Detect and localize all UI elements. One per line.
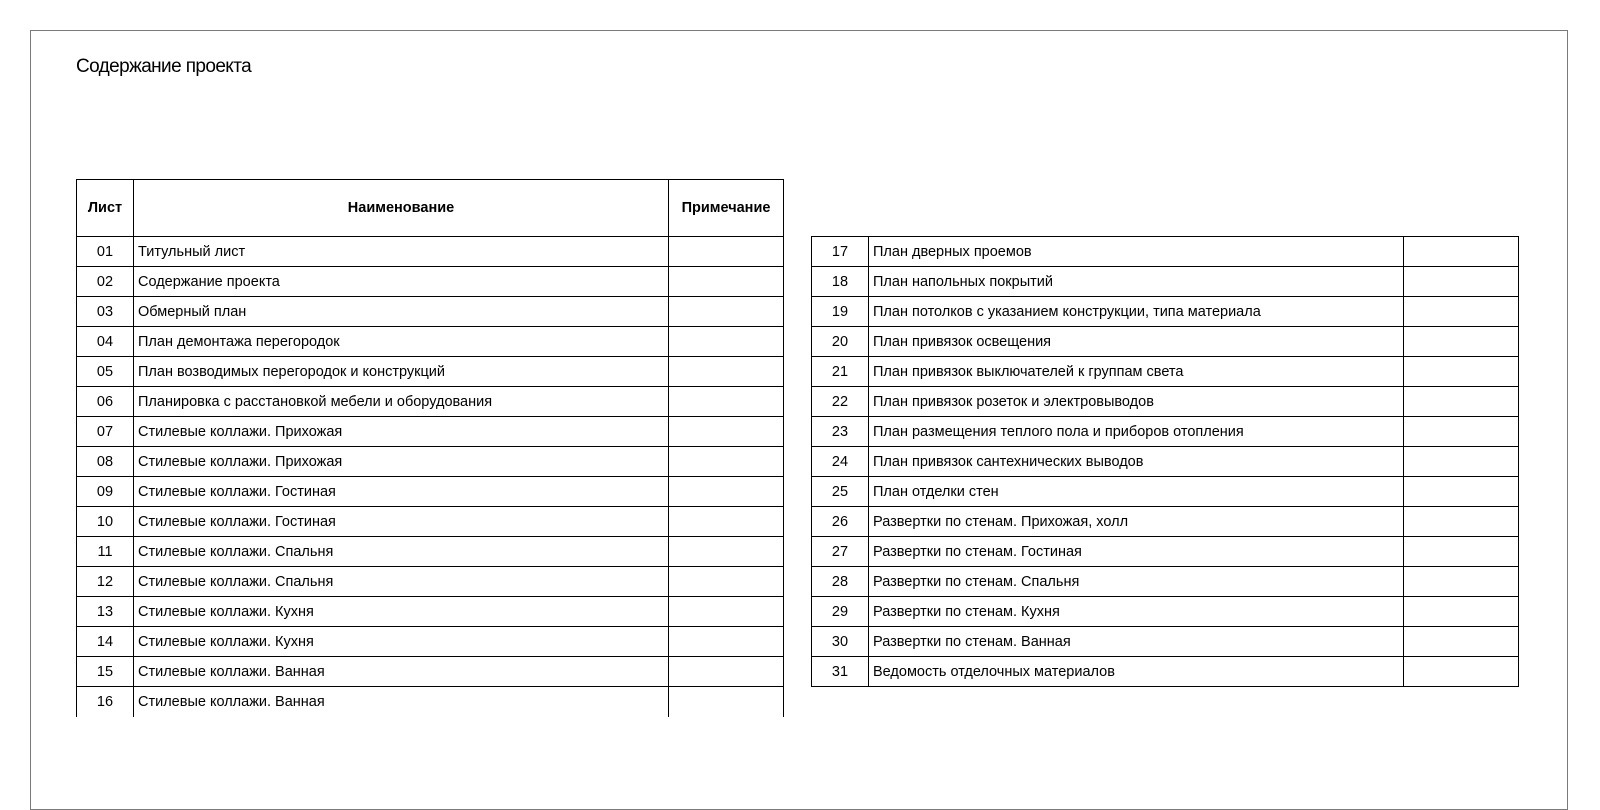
sheet-number-cell: 28: [812, 567, 869, 597]
table-row: [812, 237, 1519, 267]
sheet-number-cell: 19: [812, 297, 869, 327]
sheet-number-cell: 23: [812, 417, 869, 447]
sheet-name-cell: Стилевые коллажи. Ванная: [134, 687, 669, 717]
sheet-number-cell: 06: [77, 387, 134, 417]
table-row: [77, 627, 784, 657]
sheet-number-cell: 10: [77, 507, 134, 537]
sheet-name-cell: План размещения теплого пола и приборов отопления: [869, 417, 1404, 447]
sheet-note-cell: [1404, 567, 1519, 597]
sheet-note-cell: [669, 267, 784, 297]
sheet-note-cell: [1404, 327, 1519, 357]
sheet-number-cell: 26: [812, 507, 869, 537]
sheet-name-cell: План привязок освещения: [869, 327, 1404, 357]
sheet-number-cell: 20: [812, 327, 869, 357]
sheet-name-cell: Стилевые коллажи. Спальня: [134, 567, 669, 597]
sheet-name-cell: Стилевые коллажи. Прихожая: [134, 417, 669, 447]
sheet-name-cell: План возводимых перегородок и конструкций: [134, 357, 669, 387]
table-row: [812, 297, 1519, 327]
table-row: [77, 597, 784, 627]
page-title: Содержание проекта: [76, 56, 252, 77]
table-row: [812, 567, 1519, 597]
sheet-name-cell: План дверных проемов: [869, 237, 1404, 267]
table-row: [77, 417, 784, 447]
table-row: [812, 507, 1519, 537]
sheet-note-cell: [669, 477, 784, 507]
sheet-name-cell: Стилевые коллажи. Спальня: [134, 537, 669, 567]
sheet-note-cell: [1404, 267, 1519, 297]
sheet-name-cell: Содержание проекта: [134, 267, 669, 297]
table-row: [812, 327, 1519, 357]
table-row: [812, 387, 1519, 417]
table-row: [77, 687, 784, 717]
sheet-number-cell: 01: [77, 237, 134, 267]
contents-table-left-body: [77, 237, 784, 717]
table-row: [77, 357, 784, 387]
sheet-name-cell: Развертки по стенам. Прихожая, холл: [869, 507, 1404, 537]
sheet-name-cell: План демонтажа перегородок: [134, 327, 669, 357]
sheet-name-cell: Ведомость отделочных материалов: [869, 657, 1404, 687]
sheet-note-cell: [669, 387, 784, 417]
sheet-number-cell: 30: [812, 627, 869, 657]
sheet-name-cell: План потолков с указанием конструкции, типа материала: [869, 297, 1404, 327]
table-row: [77, 237, 784, 267]
sheet-name-cell: Стилевые коллажи. Ванная: [134, 657, 669, 687]
sheet-note-cell: [669, 657, 784, 687]
sheet-name-cell: Развертки по стенам. Гостиная: [869, 537, 1404, 567]
sheet-note-cell: [669, 237, 784, 267]
sheet-note-cell: [669, 597, 784, 627]
table-row: [812, 627, 1519, 657]
sheet-number-cell: 08: [77, 447, 134, 477]
sheet-number-cell: 14: [77, 627, 134, 657]
sheet-number-cell: 13: [77, 597, 134, 627]
sheet-number-cell: 15: [77, 657, 134, 687]
sheet-note-cell: [1404, 597, 1519, 627]
sheet-note-cell: [669, 327, 784, 357]
sheet-number-cell: 22: [812, 387, 869, 417]
contents-table-right-body: [812, 237, 1519, 687]
sheet-number-cell: 25: [812, 477, 869, 507]
sheet-number-cell: 11: [77, 537, 134, 567]
sheet-name-cell: План отделки стен: [869, 477, 1404, 507]
table-row: [77, 507, 784, 537]
sheet-number-cell: 12: [77, 567, 134, 597]
sheet-name-cell: Стилевые коллажи. Кухня: [134, 597, 669, 627]
contents-table-left: [76, 179, 784, 717]
sheet-note-cell: [1404, 537, 1519, 567]
sheet-name-cell: Развертки по стенам. Ванная: [869, 627, 1404, 657]
sheet-note-cell: [669, 297, 784, 327]
sheet-note-cell: [669, 357, 784, 387]
table-row: [812, 477, 1519, 507]
table-row: [77, 387, 784, 417]
table-row: [77, 567, 784, 597]
sheet-name-cell: Стилевые коллажи. Гостиная: [134, 507, 669, 537]
table-row: [812, 657, 1519, 687]
table-header-row: [77, 180, 784, 237]
sheet-number-cell: 02: [77, 267, 134, 297]
table-row: [77, 447, 784, 477]
sheet-number-cell: 07: [77, 417, 134, 447]
sheet-name-cell: Развертки по стенам. Кухня: [869, 597, 1404, 627]
sheet-note-cell: [669, 627, 784, 657]
sheet-name-cell: Титульный лист: [134, 237, 669, 267]
sheet-note-cell: [669, 507, 784, 537]
sheet-note-cell: [1404, 477, 1519, 507]
sheet-note-cell: [669, 447, 784, 477]
sheet-note-cell: [1404, 237, 1519, 267]
sheet-note-cell: [1404, 387, 1519, 417]
sheet-name-cell: План привязок розеток и электровыводов: [869, 387, 1404, 417]
sheet-name-cell: Стилевые коллажи. Прихожая: [134, 447, 669, 477]
sheet-number-cell: 31: [812, 657, 869, 687]
sheet-number-cell: 29: [812, 597, 869, 627]
table-row: [812, 267, 1519, 297]
table-row: [77, 537, 784, 567]
sheet-note-cell: [669, 537, 784, 567]
sheet-number-cell: 03: [77, 297, 134, 327]
sheet-note-cell: [1404, 417, 1519, 447]
sheet-number-cell: 05: [77, 357, 134, 387]
sheet-name-cell: Стилевые коллажи. Гостиная: [134, 477, 669, 507]
sheet-note-cell: [669, 567, 784, 597]
table-row: [77, 327, 784, 357]
table-row: [77, 267, 784, 297]
sheet-note-cell: [1404, 297, 1519, 327]
table-row: [77, 297, 784, 327]
sheet-number-cell: 18: [812, 267, 869, 297]
sheet-name-cell: Обмерный план: [134, 297, 669, 327]
sheet-name-cell: План привязок сантехнических выводов: [869, 447, 1404, 477]
sheet-note-cell: [1404, 657, 1519, 687]
column-header-note: Примечание: [669, 180, 784, 237]
sheet-name-cell: План напольных покрытий: [869, 267, 1404, 297]
table-row: [812, 357, 1519, 387]
sheet-note-cell: [1404, 627, 1519, 657]
sheet-note-cell: [1404, 357, 1519, 387]
table-row: [812, 597, 1519, 627]
contents-table-right: [811, 236, 1519, 687]
sheet-number-cell: 09: [77, 477, 134, 507]
sheet-note-cell: [669, 417, 784, 447]
sheet-note-cell: [1404, 447, 1519, 477]
sheet-note-cell: [669, 687, 784, 717]
column-header-name: Наименование: [134, 180, 669, 237]
table-row: [812, 537, 1519, 567]
sheet-number-cell: 27: [812, 537, 869, 567]
sheet-number-cell: 21: [812, 357, 869, 387]
sheet-name-cell: Стилевые коллажи. Кухня: [134, 627, 669, 657]
sheet-name-cell: Планировка с расстановкой мебели и оборудования: [134, 387, 669, 417]
sheet-name-cell: План привязок выключателей к группам света: [869, 357, 1404, 387]
sheet-number-cell: 17: [812, 237, 869, 267]
sheet-number-cell: 04: [77, 327, 134, 357]
sheet-note-cell: [1404, 507, 1519, 537]
table-row: [77, 657, 784, 687]
column-header-sheet: Лист: [77, 180, 134, 237]
sheet-number-cell: 24: [812, 447, 869, 477]
table-row: [77, 477, 784, 507]
table-row: [812, 447, 1519, 477]
sheet-name-cell: Развертки по стенам. Спальня: [869, 567, 1404, 597]
sheet-number-cell: 16: [77, 687, 134, 717]
table-row: [812, 417, 1519, 447]
